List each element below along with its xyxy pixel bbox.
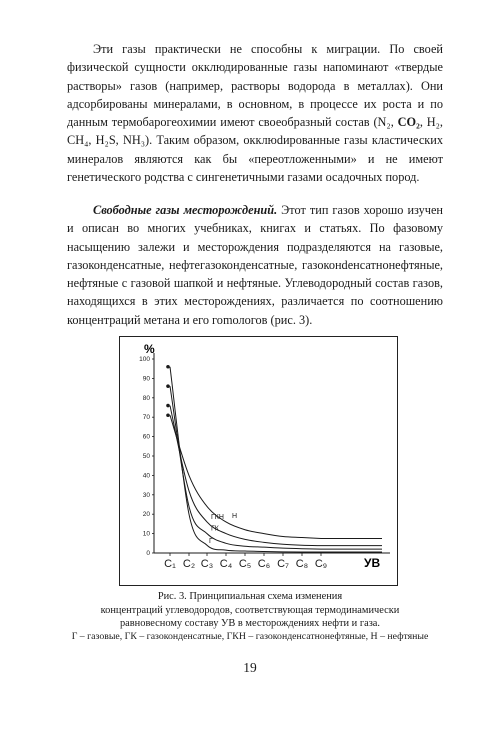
y-tick-label: 10 [142,530,150,538]
y-tick-label: 60 [142,433,150,441]
paragraph-occluded-gases [67,40,443,186]
caption-line: равновесному составу УВ в месторождениях нефти и газа. [119,618,381,629]
paragraph-1-co2: CO₂ [397,115,420,130]
x-tick-label: C₇ [277,558,289,570]
data-point [166,413,170,417]
y-tick-label: 40 [142,472,150,480]
x-tick-label: C₉ [314,558,328,570]
y-tick-label: 20 [142,511,150,519]
series-label: Н [232,512,238,520]
y-tick-label: 70 [142,414,150,422]
y-tick-label: 0 [146,550,150,557]
figure-3-chart [119,336,398,586]
x-tick-label: C₁ [164,558,176,570]
x-tick-label: C₅ [238,558,252,570]
x-tick-label: C₂ [182,558,196,570]
chart-svg [120,337,397,585]
series-line-4 [170,415,382,538]
y-tick-label: 50 [142,453,150,460]
y-tick-label: 80 [142,394,150,402]
page-number: 19 [243,660,257,675]
x-tick-label: C₃ [200,558,214,570]
series-line-3 [170,406,382,546]
x-axis-label: УВ [364,556,381,570]
paragraph-2-lead: Свободные газы месторождений. [93,203,278,217]
series-label: ГК [211,525,219,533]
paragraph-1-text-a: Эти газы практически не способны к миграции. По своей физической сущности окклюдированные газы напоминают «твердые растворы» газов (например, растворы водорода в металлах). Они адсорбированы минералами, в основном, в процессе их роста и по данным термобарогеохимии имеют своеобразный состав (N₂, [67,42,443,130]
y-tick-label: 90 [142,375,150,383]
series-line-2 [170,386,382,549]
data-point [166,365,170,369]
series-label: Г [209,538,213,546]
x-tick-label: C₈ [295,558,309,570]
paragraph-2-text: Этот тип газов хорошо изучен и описан во многих учебниках, книгах и статьях. По фазовому насыщению залежи и месторождения подразделяются на газовые, газоконденсатные, нефтегазоконденсатные, газоконdенсатнонефтяные, нефтяные с газовой шапкой и нефтяные. Углеводородный состав газов, находящихся в этих месторождениях, различается по соотношению концентраций метана и его гоmологов (рис. 3). [67,203,443,327]
figure-legend: Г – газовые, ГК – газоконденсатные, ГКН – газоконденсатнонефтяные, Н – нефтяные [71,631,429,642]
paragraph-free-gases [67,201,443,329]
paragraph-1-text-b: , H₂, CH₄, H₂S, NH₃). Таким образом, окклюdированные газы кластических минералов являются как бы «переотложенными» и не имеют генетического родства с сингенетичными газами осадочных пород. [67,115,443,185]
y-tick-label: 100 [139,356,150,363]
y-axis-label: % [144,342,155,356]
data-point [166,404,170,408]
figure-caption [40,590,460,631]
caption-line: концентраций углеводородов, соответствующая термодинамически [100,604,400,616]
x-tick-label: C₆ [257,558,271,570]
data-point [166,384,170,388]
x-tick-label: C₄ [219,558,233,570]
series-label: ГКН [211,513,224,521]
caption-line: Рис. 3. Принципиальная схема изменения [157,591,343,602]
series-line-1 [170,367,382,552]
y-tick-label: 30 [142,491,150,499]
